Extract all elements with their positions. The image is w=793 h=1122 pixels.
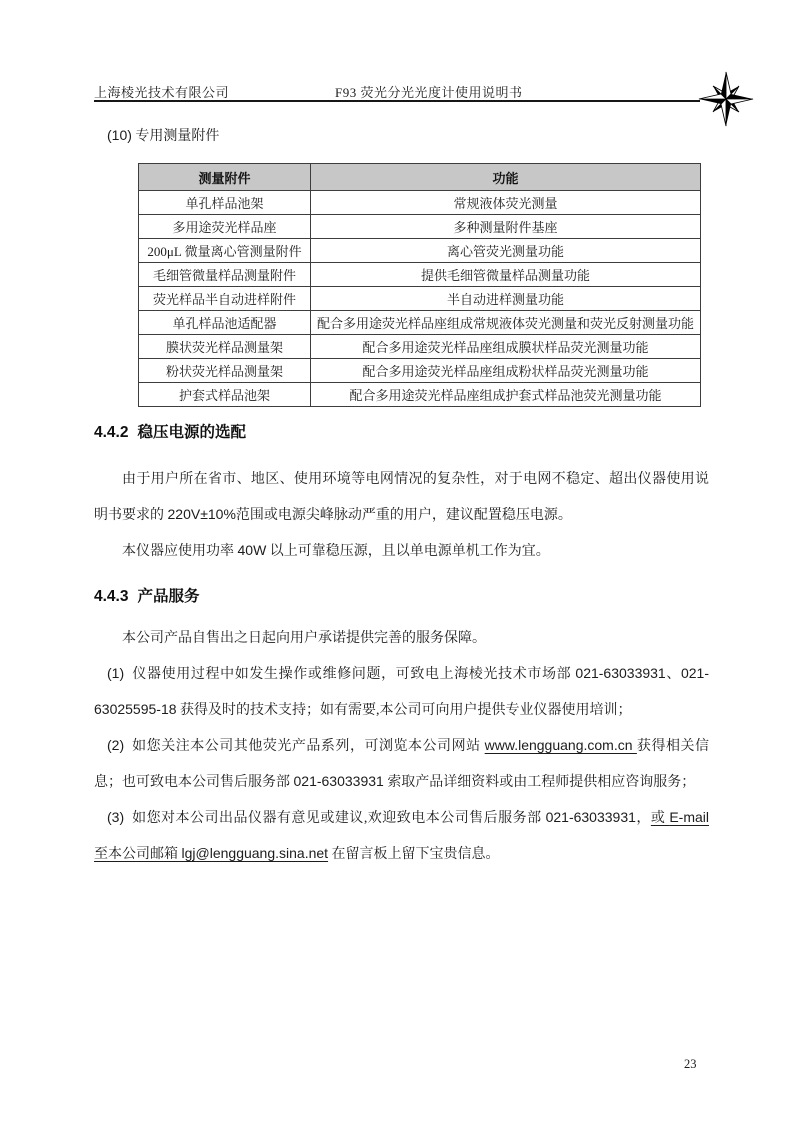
table-header-row — [139, 164, 701, 191]
header-rule-divider — [94, 100, 700, 102]
text-segment: 在留言板上留下宝贵信息。 — [328, 847, 500, 862]
section-heading-442 — [94, 420, 246, 442]
text-segment: 本仪器应使用功率 — [122, 544, 238, 559]
text-segment: 220V±10% — [167, 506, 236, 522]
table-row — [139, 191, 701, 215]
text-segment: (10) — [107, 127, 132, 143]
paragraph — [94, 621, 709, 656]
text-segment: 、 — [665, 667, 681, 682]
text-segment: 021-63033931 — [575, 665, 666, 681]
table-row — [139, 359, 701, 383]
text-segment: 获得及时的技术支持；如有需要,本公司可向用户提供专业仪器使用培训； — [176, 703, 632, 718]
table-row — [139, 239, 701, 263]
table-cell: 膜状荧光样品测量架 — [139, 335, 311, 359]
text-segment: E-mail — [669, 809, 710, 825]
table-cell: 提供毛细管微量样品测量功能 — [311, 263, 701, 287]
text-segment: 范围或电源尖峰脉动严重的用户，建议配置稳压电源。 — [235, 508, 572, 523]
section-title: 稳压电源的选配 — [137, 424, 246, 441]
text-segment: 至本公司邮箱 — [94, 847, 182, 862]
text-segment: 如您对本公司出品仪器有意见或建议,欢迎致电本公司售后服务部 — [124, 811, 546, 826]
accessories-table-body — [139, 191, 701, 407]
paragraph — [94, 462, 709, 533]
text-segment: 由于用户所在省市、地区、使用环境等电网情况的复杂性，对于电网不稳定、超出仪器使用说明书要求的 — [94, 472, 709, 523]
header-company-name: 上海棱光技术有限公司 — [94, 85, 230, 100]
table-cell: 配合多用途荧光样品座组成粉状样品荧光测量功能 — [311, 359, 701, 383]
paragraph-item-3 — [94, 800, 709, 872]
text-segment: (2) — [107, 737, 125, 753]
text-segment: www.lengguang.com.cn — [484, 737, 637, 753]
text-segment: 021-63025595-18 — [94, 665, 710, 717]
paragraph — [94, 533, 709, 569]
accessories-table-head — [139, 164, 701, 191]
table-cell: 粉状荧光样品测量架 — [139, 359, 311, 383]
table-cell: 毛细管微量样品测量附件 — [139, 263, 311, 287]
section-442-body — [94, 462, 709, 569]
text-segment: lgj@lengguang.sina.net — [181, 845, 329, 861]
column-header-accessory: 测量附件 — [139, 164, 311, 191]
column-header-function: 功能 — [311, 164, 701, 191]
section-number: 4.4.3 — [94, 588, 129, 605]
table-cell: 配合多用途荧光样品座组成膜状样品荧光测量功能 — [311, 335, 701, 359]
text-segment: 或 — [650, 811, 670, 826]
text-segment: 本公司产品自售出之日起向用户承诺提供完善的服务保障。 — [122, 631, 486, 646]
text-segment: 仪器使用过程中如发生操作或维修问题，可致电上海棱光技术市场部 — [124, 667, 576, 682]
paragraph-item-2 — [94, 728, 709, 800]
section-443-body — [94, 621, 709, 872]
text-segment: 专用测量附件 — [131, 129, 220, 144]
accessories-list-label — [107, 125, 219, 145]
section-heading-443 — [94, 584, 200, 606]
text-segment: ， — [635, 811, 651, 826]
table-cell: 多种测量附件基座 — [311, 215, 701, 239]
table-cell: 200μL 微量离心管测量附件 — [139, 239, 311, 263]
table-cell: 离心管荧光测量功能 — [311, 239, 701, 263]
text-segment: 021-63033931 — [293, 773, 384, 789]
table-row — [139, 383, 701, 407]
text-segment: 以上可靠稳压源，且以单电源单机工作为宜。 — [266, 544, 550, 559]
table-row — [139, 263, 701, 287]
table-cell: 配合多用途荧光样品座组成常规液体荧光测量和荧光反射测量功能 — [311, 311, 701, 335]
text-segment: 索取产品详细资料或由工程师提供相应咨询服务； — [383, 775, 696, 790]
text-segment: 如您关注本公司其他荧光产品系列，可浏览本公司网站 — [124, 739, 485, 754]
table-cell: 半自动进样测量功能 — [311, 287, 701, 311]
table-cell: 单孔样品池适配器 — [139, 311, 311, 335]
section-title: 产品服务 — [137, 588, 200, 605]
table-cell: 单孔样品池架 — [139, 191, 311, 215]
text-segment: (3) — [107, 809, 125, 825]
paragraph-item-1 — [94, 656, 709, 728]
table-cell: 常规液体荧光测量 — [311, 191, 701, 215]
table-cell: 荧光样品半自动进样附件 — [139, 287, 311, 311]
page-number: 23 — [684, 1057, 697, 1071]
table-cell: 配合多用途荧光样品座组成护套式样品池荧光测量功能 — [311, 383, 701, 407]
table-row — [139, 215, 701, 239]
section-number: 4.4.2 — [94, 424, 129, 441]
table-cell: 护套式样品池架 — [139, 383, 311, 407]
text-segment: 40W — [237, 542, 267, 558]
header-doc-title: F93 荧光分光光度计使用说明书 — [335, 85, 523, 100]
text-segment: 获得相关信息；也可致电本公司售后服务部 — [94, 739, 709, 790]
table-cell: 多用途荧光样品座 — [139, 215, 311, 239]
accessories-table — [138, 163, 701, 407]
table-row — [139, 335, 701, 359]
text-segment: (1) — [107, 665, 125, 681]
table-row — [139, 287, 701, 311]
text-segment: 021-63033931 — [545, 809, 636, 825]
compass-rose-logo-icon — [697, 70, 755, 128]
table-row — [139, 311, 701, 335]
